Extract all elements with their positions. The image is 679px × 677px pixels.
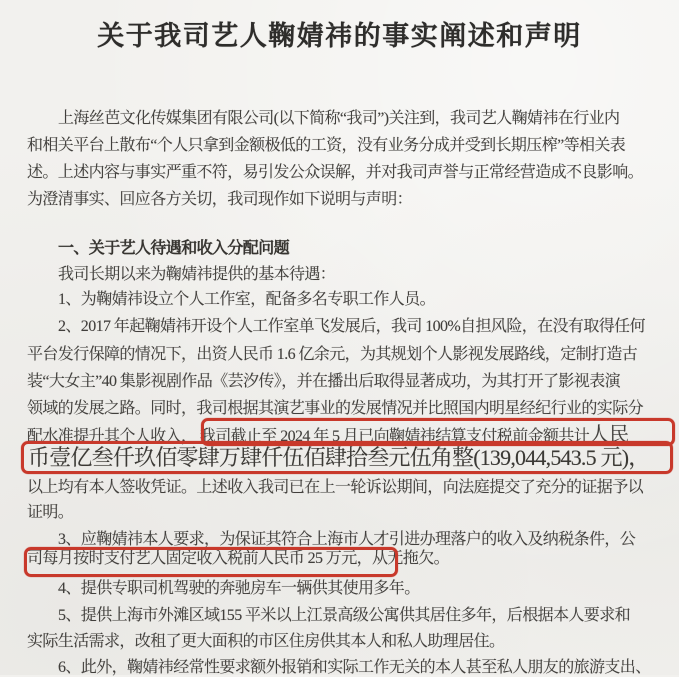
amount-line-boxed-text: 我司截止至 2024 年 5 月已向鞠婧祎结算支付税前金额共计 (196, 428, 590, 445)
amount-line-prefix: 配水准提升其个人收入， (27, 428, 197, 445)
doc-line-item5-line1: 5、提供上海市外滩区域155 平米以上江景高级公寓供其居住多年，后根据本人要求和 (58, 607, 631, 624)
doc-line-p1-line2: 和相关平台上散布“个人只拿到金额极低的工资，没有业务分成并受到长期压榨”等相关表 (27, 137, 626, 154)
doc-line-section1-heading: 一、关于艺人待遇和收入分配问题 (58, 240, 290, 257)
doc-line-p1-line4: 为澄清事实、回应各方关切，我司现作如下说明与声明： (27, 191, 413, 208)
doc-line-item1: 1、为鞠婧祎设立个人工作室，配备多名专职工作人员。 (58, 291, 436, 308)
doc-line-item3-line1: 3、应鞠婧祎本人要求，为保证其符合上海市人才引进办理落户的收入及纳税条件，公 (58, 531, 636, 548)
doc-line-item2-line1: 2、2017 年起鞠婧祎开设个人工作室单飞发展后，我司 100%自担风险，在没有取得任何 (58, 318, 645, 335)
doc-line-p1-line3: 述。上述内容与事实严重不符，易引发公众误解，并对我司声誉与正常经营造成不良影响。 (27, 164, 644, 181)
doc-line-item2-line5-amount (27, 424, 629, 447)
doc-line-p1-line1: 上海丝芭文化传媒集团有限公司(以下简称“我司”)关注到，我司艺人鞠婧祎在行业内 (58, 110, 620, 127)
doc-line-item4: 4、提供专职司机驾驶的奔驰房车一辆供其使用多年。 (58, 580, 420, 597)
document-title: 关于我司艺人鞠婧祎的事实阐述和声明 (97, 21, 582, 51)
doc-line-item2-line8: 证明。 (27, 504, 74, 521)
doc-line-item2-line6-amount-big: 币壹亿叁仟玖佰零肆万肆仟伍佰肆拾叁元伍角整(139,044,543.5 元)， (28, 445, 650, 470)
doc-line-section1-intro: 我司长期以来为鞠婧祎提供的基本待遇： (58, 266, 336, 283)
doc-line-item5-line2: 实际生活需求，改租了更大面积的市区住房供其本人和私人助理居住。 (27, 633, 505, 650)
doc-line-item2-line2: 平台发行保障的情况下，出资人民币 1.6 亿余元，为其规划个人影视发展路线，定制打造古 (27, 346, 638, 363)
doc-line-item6-line1: 6、此外，鞠婧祎经常性要求额外报销和实际工作无关的本人甚至私人朋友的旅游支出、 (58, 659, 651, 676)
doc-line-item3-line2: 司每月按时支付艺人固定收入税前人民币 25 万元，从无拖欠。 (27, 550, 450, 567)
doc-line-item2-line7: 以上均有本人签收凭证。上述收入我司已在上一轮诉讼期间，向法庭提交了充分的证据予以 (27, 479, 644, 496)
amount-line-emphasis: 人民 (589, 424, 630, 446)
doc-line-item2-line3: 装“大女主”40 集影视剧作品《芸汐传》，并在播出后取得显著成功，为其打开了影视表演 (27, 373, 621, 390)
doc-line-item2-line4: 领域的发展之路。同时，我司根据其演艺事业的发展情况并比照国内明星经纪行业的实际分 (27, 400, 644, 417)
